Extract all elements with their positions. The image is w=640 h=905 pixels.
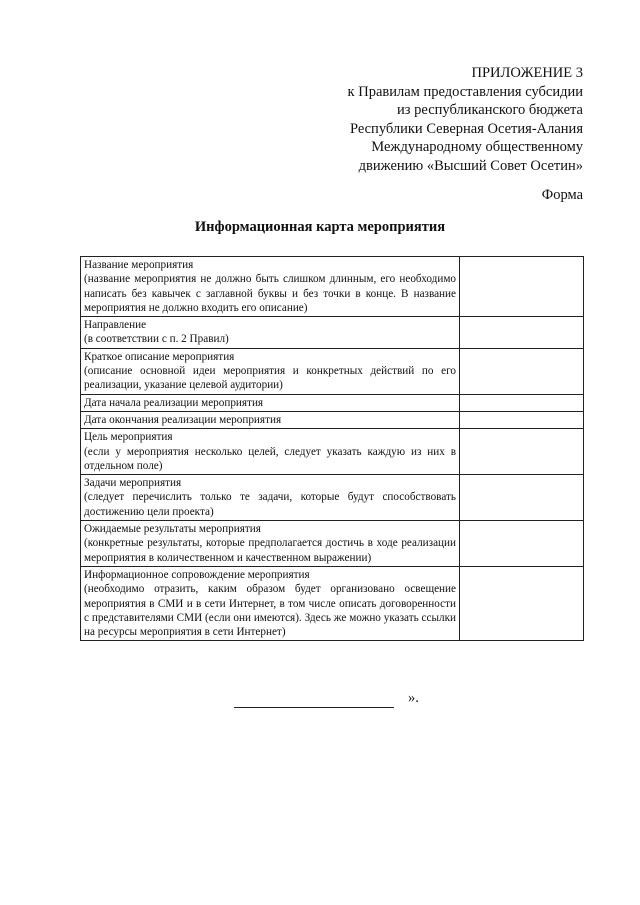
row-value-field[interactable]: [460, 566, 584, 640]
row-label-cell: [81, 257, 460, 317]
row-label-cell: [81, 429, 460, 475]
appendix-line: Международному общественному: [371, 139, 583, 156]
appendix-line: Республики Северная Осетия-Алания: [349, 120, 583, 137]
row-value-field[interactable]: [460, 475, 584, 521]
row-name: Название мероприятия: [84, 259, 194, 271]
table-row: [81, 566, 584, 640]
row-value-field[interactable]: [460, 348, 584, 394]
row-label-cell: [81, 521, 460, 567]
row-name: Задачи мероприятия: [84, 477, 182, 490]
row-value-field[interactable]: [460, 394, 584, 411]
row-label-cell: [81, 317, 460, 349]
info-card-table: [80, 256, 584, 641]
form-label: Форма: [541, 187, 583, 203]
table-row: [81, 429, 584, 475]
row-value-field[interactable]: [460, 411, 584, 428]
appendix-header: [348, 64, 583, 176]
row-value-field[interactable]: [460, 257, 584, 317]
row-name: Направление: [84, 319, 147, 332]
table-row: [81, 411, 584, 428]
closing-quote: ».: [408, 690, 419, 706]
table-row: [81, 394, 584, 411]
document-title: Информационная карта мероприятия: [194, 219, 446, 235]
table-row: [81, 348, 584, 394]
appendix-number: ПРИЛОЖЕНИЕ 3: [471, 65, 583, 81]
row-label-cell: [81, 475, 460, 521]
appendix-line: к Правилам предоставления субсидии: [347, 83, 583, 100]
table-row: [81, 257, 584, 317]
row-note: (конкретные результаты, которые предполагается достичь в ходе реализации мероприятия в количественном и качественном выражении): [84, 537, 456, 564]
row-note: (если у мероприятия несколько целей, следует указать каждую из них в отдельном поле): [84, 445, 456, 472]
appendix-line: из республиканского бюджета: [397, 102, 583, 119]
row-label-cell: [81, 411, 460, 428]
row-name: Ожидаемые результаты мероприятия: [84, 523, 261, 536]
row-name: Информационное сопровождение мероприятия: [84, 568, 310, 581]
row-value-field[interactable]: [460, 521, 584, 567]
row-name: Цель мероприятия: [84, 431, 173, 444]
row-note: (описание основной идеи мероприятия и конкретных действий по его реализации, указание целевой аудитории): [84, 365, 456, 392]
row-label-cell: [81, 566, 460, 640]
table-row: [81, 521, 584, 567]
table-row: [81, 317, 584, 349]
row-note: (следует перечислить только те задачи, которые будут способствовать достижению цели проекта): [84, 491, 456, 518]
appendix-line: движению «Высший Совет Осетин»: [358, 157, 583, 174]
row-label-cell: [81, 394, 460, 411]
row-value-field[interactable]: [460, 317, 584, 349]
row-label-cell: [81, 348, 460, 394]
row-name: Краткое описание мероприятия: [84, 350, 235, 363]
signature-line: [234, 706, 394, 708]
row-name: Дата окончания реализации мероприятия: [84, 413, 282, 426]
row-name: Дата начала реализации мероприятия: [84, 396, 264, 409]
row-note: (необходимо отразить, каким образом будет организовано освещение мероприятия в СМИ и в сети Интернет, в том числе описать договоренности с представителями СМИ (если они имеются). Здесь же можно указать ссылки на ресурсы мероприятия в сети Интернет): [84, 583, 456, 639]
row-value-field[interactable]: [460, 429, 584, 475]
row-note: (в соответствии с п. 2 Правил): [84, 333, 229, 346]
table-row: [81, 475, 584, 521]
row-note: (название мероприятия не должно быть слишком длинным, его необходимо написать без кавычек с заглавной буквы и без точки в конце. В название мероприятия не должно входить его описание): [84, 273, 456, 314]
